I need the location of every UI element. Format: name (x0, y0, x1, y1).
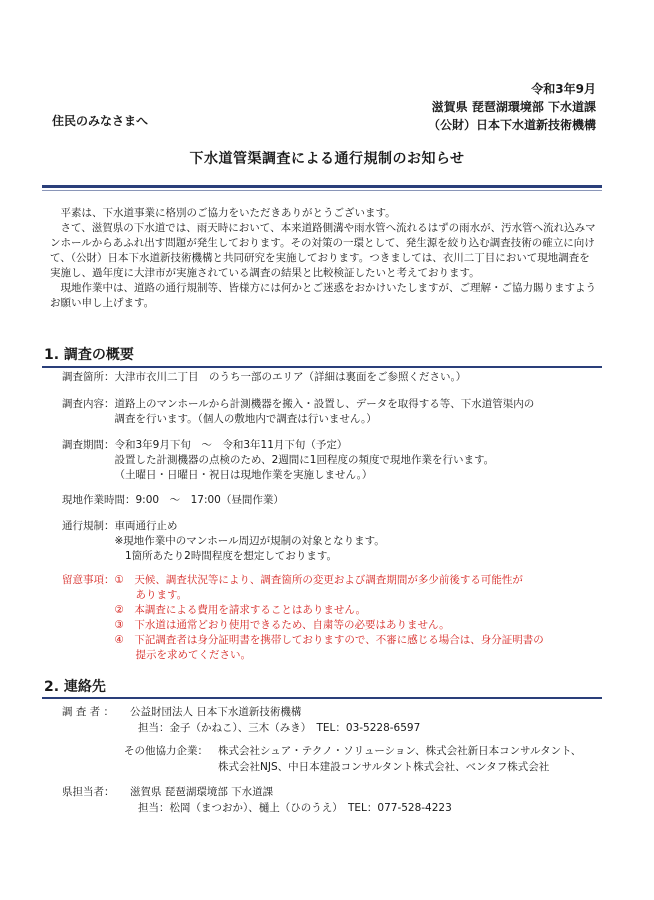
survey-period (62, 438, 610, 483)
item-value: 9:00 ～ 17:00（昼間作業） (135, 494, 284, 506)
traffic-restriction (62, 519, 610, 564)
work-hours (62, 493, 610, 508)
item-label: 通行規制： (62, 520, 115, 532)
item-label: 調査内容： (62, 398, 115, 410)
issuer-foundation: （公財）日本下水道新技術機構 (427, 118, 596, 132)
title-rule (42, 185, 602, 188)
intro-text (50, 206, 598, 311)
item-value: 車両通行止め ※現地作業中のマンホール周辺が規制の対象となります。 1箇所あたり2時間程度を想定しております。 (114, 520, 385, 562)
partners-label: その他協力企業： (124, 745, 208, 757)
item-value: 道路上のマンホールから計測機器を搬入・設置し、データを取得する等、下水道管渠内の 調査を行います。（個人の敷地内で調査は行いません。） (114, 398, 535, 425)
prefecture-contact: 担当：松岡（まつおか）、樋上（ひのうえ） TEL：077-528-4223 (138, 802, 452, 814)
item-label: 留意事項： (62, 574, 115, 586)
section-rule (42, 697, 602, 699)
addressee: 住民のみなさまへ (52, 114, 149, 128)
item-label: 調査期間： (62, 439, 115, 451)
survey-content (62, 397, 610, 427)
section-heading-contact: 2. 連絡先 (44, 679, 106, 695)
prefecture-org: 滋賀県 琵琶湖環境部 下水道課 (130, 786, 274, 798)
partners-line: 株式会社シュア・テクノ・ソリューション、株式会社新日本コンサルタント、 (218, 745, 582, 757)
notes-caution (62, 573, 610, 663)
page-title: 下水道管渠調査による通行規制のお知らせ (189, 151, 465, 167)
issue-date: 令和3年9月 (531, 82, 596, 96)
item-value: ① 天候、調査状況等により、調査箇所の変更および調査期間が多少前後する可能性が あります。 ② 本調査による費用を請求することはありません。 ③ 下水道は通常どおり使用できるため、自粛等の必要はありません。 ④ 下記調査者は身分証明書を携帯しておりますので、不審に感じる場合は、身分証明書の 提示を求めてください。 (114, 574, 544, 661)
investigator-org: 公益財団法人 日本下水道新技術機構 (130, 706, 302, 718)
issuer-prefecture: 滋賀県 琵琶湖環境部 下水道課 (431, 100, 596, 114)
investigator-contact: 担当：金子（かねこ）、三木（みき） TEL：03-5228-6597 (138, 722, 421, 734)
intro-paragraph: 現地作業中は、道路の通行規制等、皆様方には何かとご迷惑をおかけいたしますが、ご理解・ご協力賜りますようお願い申し上げます。 (50, 282, 596, 309)
section-heading-overview: 1. 調査の概要 (44, 347, 134, 363)
title-rule-thin (42, 190, 602, 191)
item-label: 調査箇所： (62, 371, 115, 383)
prefecture-contact-label: 県担当者： (62, 786, 115, 798)
item-label: 現地作業時間： (62, 494, 136, 506)
survey-location (62, 370, 610, 385)
section-rule (42, 366, 602, 368)
intro-paragraph: さて、滋賀県の下水道では、雨天時において、本来道路側溝や雨水管へ流れるはずの雨水が、汚水管へ流れ込みマンホールからあふれ出す問題が発生しております。その対策の一環として、発生源を絞り込む調査技術の確立に向けて、（公財）日本下水道新技術機構と共同研究を実施しております。つきましては、衣川二丁目において現地調査を実施し、過年度に大津市が実施されている調査の結果と比較検証したいと考えております。 (50, 222, 596, 279)
intro-paragraph: 平素は、下水道事業に格別のご協力をいただきありがとうございます。 (60, 207, 396, 219)
investigator-label: 調 査 者 ： (62, 706, 115, 718)
item-value: 令和3年9月下旬 ～ 令和3年11月下旬（予定） 設置した計測機器の点検のため、2週間に1回程度の頻度で現地作業を行います。 （土曜日・日曜日・祝日は現地作業を実施しません。） (114, 439, 495, 481)
item-value: 大津市衣川二丁目 のうち一部のエリア（詳細は裏面をご参照ください。） (114, 371, 467, 383)
partners-line: 株式会社NJS、中日本建設コンサルタント株式会社、ベンタフ株式会社 (218, 761, 550, 773)
